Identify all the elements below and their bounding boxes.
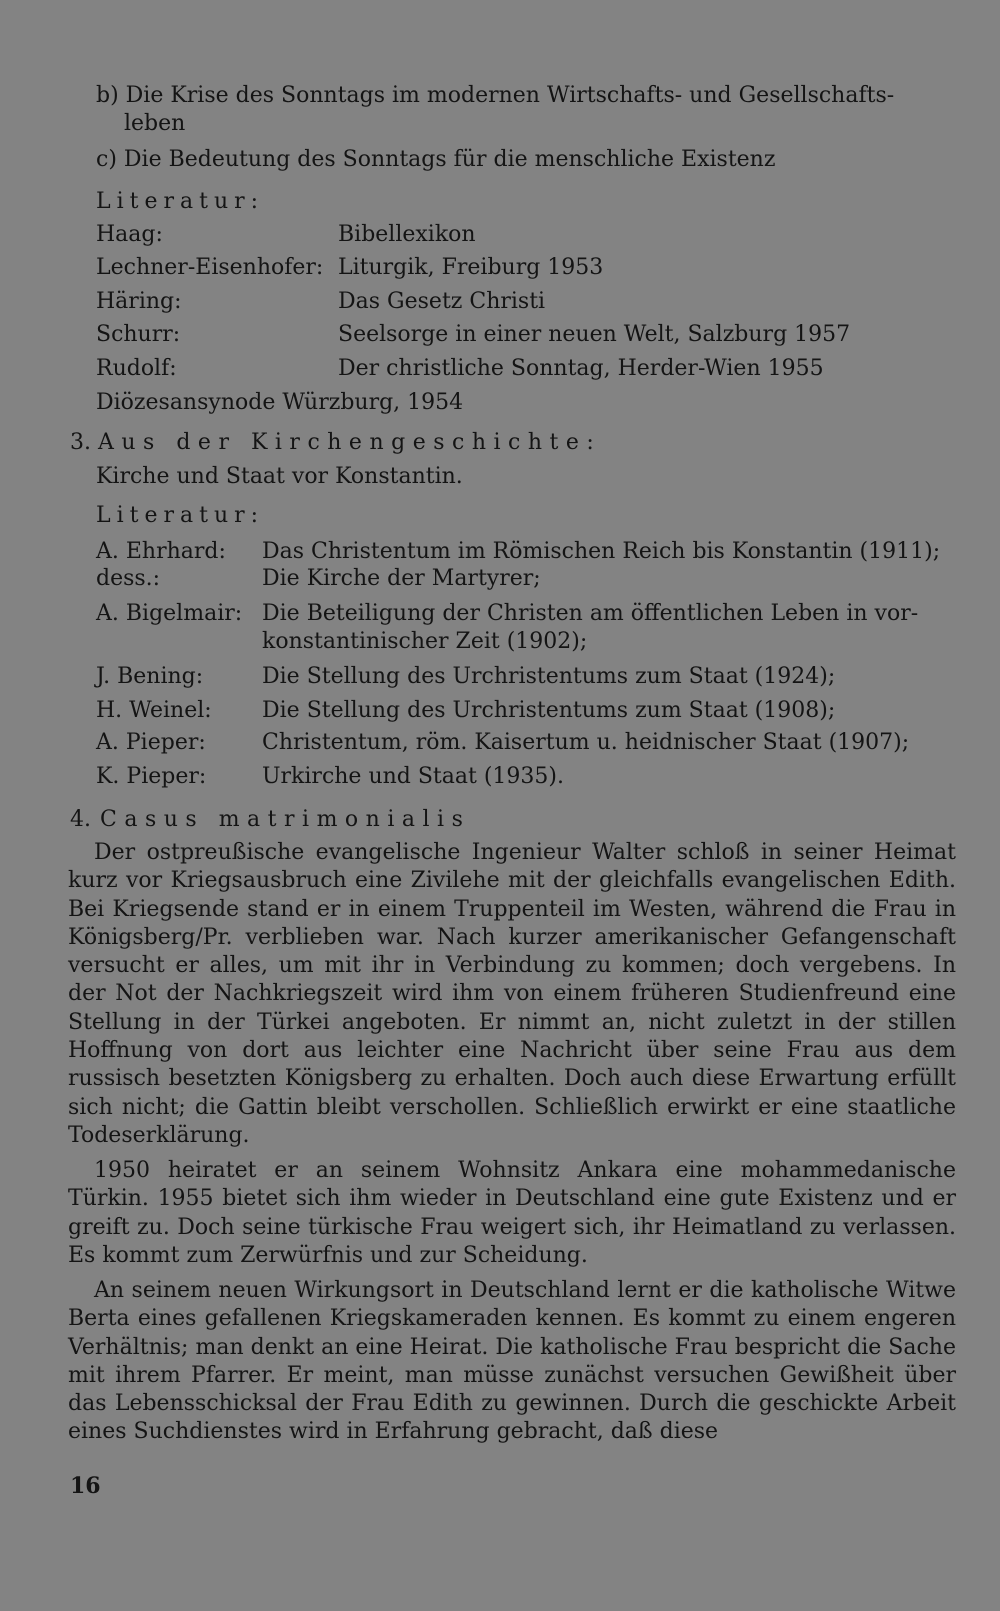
literature-work-continued: konstantinischer Zeit (1902); bbox=[262, 629, 588, 654]
literature-work: Der christliche Sonntag, Herder-Wien 1955 bbox=[338, 356, 824, 381]
literature-author: A. Pieper: bbox=[96, 730, 206, 755]
section-subtitle: Kirche und Staat vor Konstantin. bbox=[96, 464, 463, 489]
literature-author: Haag: bbox=[96, 222, 163, 247]
literature-author: Lechner-Eisenhofer: bbox=[96, 255, 324, 280]
case-paragraph: An seinem neuen Wirkungsort in Deutschland lernt er die katholische Witwe Berta eines gefallenen Kriegskameraden kennen. Es kommt zu einem engeren Verhältnis; man denkt an eine Heirat. Die katholische Frau bespricht die Sache mit ihrem Pfarrer. Er meint, man müsse zunächst versuchen Gewißheit über das Lebensschicksal der Frau Edith zu gewinnen. Durch die geschickte Arbeit eines Suchdienstes wird in Erfahrung gebracht, daß diese bbox=[68, 1278, 956, 1445]
literature-author: A. Bigelmair: bbox=[96, 601, 243, 626]
literature-author: Rudolf: bbox=[96, 356, 177, 381]
literature-work: Liturgik, Freiburg 1953 bbox=[338, 255, 604, 280]
point-c: c) Die Bedeutung des Sonntags für die menschliche Existenz bbox=[96, 147, 776, 172]
point-b-line1: b) Die Krise des Sonntags im modernen Wirtschafts- und Gesellschafts- bbox=[96, 83, 895, 108]
literature-author: dess.: bbox=[96, 566, 161, 591]
literature-author: A. Ehrhard: bbox=[96, 539, 226, 564]
literature-trailing: Diözesansynode Würzburg, 1954 bbox=[96, 390, 464, 415]
literature-author: H. Weinel: bbox=[96, 698, 212, 723]
literature-work: Das Christentum im Römischen Reich bis Konstantin (1911); bbox=[262, 539, 941, 564]
literature-work: Das Gesetz Christi bbox=[338, 289, 546, 314]
literature-author: Häring: bbox=[96, 289, 182, 314]
point-b-line2: leben bbox=[124, 111, 186, 136]
literature-work: Urkirche und Staat (1935). bbox=[262, 764, 564, 789]
literature-work: Die Beteiligung der Christen am öffentlichen Leben in vor- bbox=[262, 601, 919, 626]
literature-work: Die Kirche der Martyrer; bbox=[262, 566, 541, 591]
case-paragraph: Der ostpreußische evangelische Ingenieur Walter schloß in seiner Heimat kurz vor Kriegsausbruch eine Zivilehe mit der gleichfalls evangelischen Edith. Bei Kriegsende stand er in einem Truppenteil im Westen, während die Frau in Königsberg/Pr. verblieben war. Nach kurzer amerikanischer Gefangenschaft versucht er alles, um mit ihr in Verbindung zu kommen; doch vergebens. In der Not der Nachkriegszeit wird ihm von einem früheren Studienfreund eine Stellung in der Türkei angeboten. Er nimmt an, nicht zuletzt in der stillen Hoffnung von dort aus leichter eine Nachricht über seine Frau aus dem russisch besetzten Königsberg zu erhalten. Doch auch diese Erwartung erfüllt sich nicht; die Gattin bleibt verschollen. Schließlich erwirkt er eine staatliche Todeserklärung. bbox=[68, 840, 956, 1148]
literature-author: Schurr: bbox=[96, 322, 181, 347]
literature-author: K. Pieper: bbox=[96, 764, 207, 789]
section-number: 3. bbox=[70, 430, 91, 455]
section-title: Aus der Kirchengeschichte: bbox=[98, 430, 602, 455]
literature-work: Bibellexikon bbox=[338, 222, 476, 247]
section-number: 4. bbox=[70, 807, 91, 832]
literature-work: Christentum, röm. Kaisertum u. heidnischer Staat (1907); bbox=[262, 730, 910, 755]
literature-heading: Literatur: bbox=[96, 503, 265, 528]
literature-work: Seelsorge in einer neuen Welt, Salzburg 1957 bbox=[338, 322, 851, 347]
case-paragraph: 1950 heiratet er an seinem Wohnsitz Ankara eine mohammedanische Türkin. 1955 bietet sich ihm wieder in Deutschland eine gute Existenz und er greift zu. Doch seine türkische Frau weigert sich, ihr Heimatland zu verlassen. Es kommt zum Zerwürfnis und zur Scheidung. bbox=[68, 1158, 956, 1268]
literature-work: Die Stellung des Urchristentums zum Staat (1908); bbox=[262, 698, 836, 723]
literature-work: Die Stellung des Urchristentums zum Staat (1924); bbox=[262, 664, 836, 689]
literature-heading: Literatur: bbox=[96, 189, 265, 214]
literature-author: J. Bening: bbox=[96, 664, 204, 689]
section-title: Casus matrimonialis bbox=[100, 807, 471, 832]
page-number: 16 bbox=[70, 1473, 101, 1499]
